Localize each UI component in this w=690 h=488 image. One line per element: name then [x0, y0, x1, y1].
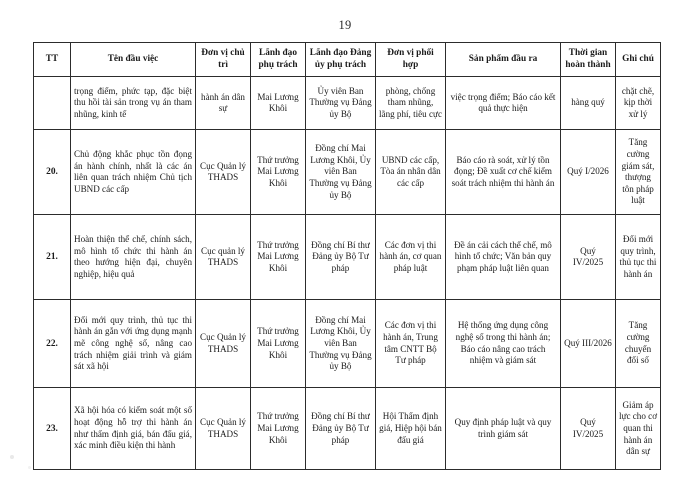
cell-task: Hoàn thiện thể chế, chính sách, mô hình tổ chức thi hành án theo hướng hiện đại, chuyên nghiệp, hiệu quả	[71, 215, 196, 300]
cell-party-leader: Ủy viên Ban Thường vụ Đảng ủy Bộ	[306, 77, 376, 130]
cell-coop-unit: Hội Thẩm định giá, Hiệp hội bán đấu giá	[376, 388, 446, 470]
cell-product: Hệ thống ứng dụng công nghệ số trong thi hành án; Báo cáo nâng cao trách nhiệm và giám sát	[446, 300, 561, 388]
cell-product: Quy định pháp luật và quy trình giám sát	[446, 388, 561, 470]
cell-tt: 20.	[34, 130, 71, 215]
cell-coop-unit: Các đơn vị thi hành án, cơ quan pháp luật	[376, 215, 446, 300]
page-number: 19	[338, 18, 352, 32]
table-header	[34, 43, 661, 77]
cell-note: Tăng cường giám sát, thượng tôn pháp luật	[616, 130, 661, 215]
table-row	[34, 388, 661, 470]
cell-party-leader: Đồng chí Bí thư Đảng ủy Bộ Tư pháp	[306, 215, 376, 300]
cell-note: Giảm áp lực cho cơ quan thi hành án dân sự	[616, 388, 661, 470]
cell-lead-unit: Cục Quản lý THADS	[196, 300, 251, 388]
cell-task: Đổi mới quy trình, thủ tục thi hành án gắn với ứng dụng mạnh mẽ công nghệ số, nâng cao trách nhiệm giải trình và giám sát xã hội	[71, 300, 196, 388]
cell-leader: Thứ trưởng Mai Lương Khôi	[251, 215, 306, 300]
column-header-task: Tên đầu việc	[71, 43, 196, 77]
cell-tt: 21.	[34, 215, 71, 300]
cell-leader: Thứ trưởng Mai Lương Khôi	[251, 300, 306, 388]
cell-deadline: Quý IV/2025	[561, 215, 616, 300]
cell-party-leader: Đồng chí Bí thư Đảng ủy Bộ Tư pháp	[306, 388, 376, 470]
cell-product: việc trọng điểm; Báo cáo kết quả thực hiện	[446, 77, 561, 130]
cell-coop-unit: phòng, chống tham nhũng, lãng phí, tiêu cực	[376, 77, 446, 130]
cell-deadline: Quý IV/2025	[561, 388, 616, 470]
cell-task: trọng điểm, phức tạp, đặc biệt thu hồi tài sản trong vụ án tham nhũng, kinh tế	[71, 77, 196, 130]
cell-task: Chủ động khắc phục tồn đọng án hành chính, nhất là các án liên quan trách nhiệm Chủ tịch UBND các cấp	[71, 130, 196, 215]
scan-artifact	[28, 466, 31, 469]
cell-deadline: Quý III/2026	[561, 300, 616, 388]
table-row	[34, 215, 661, 300]
cell-product: Đề án cải cách thể chế, mô hình tổ chức; Văn bản quy phạm pháp luật liên quan	[446, 215, 561, 300]
cell-coop-unit: Các đơn vị thi hành án, Trung tâm CNTT Bộ Tư pháp	[376, 300, 446, 388]
column-header-product: Sản phẩm đầu ra	[446, 43, 561, 77]
column-header-lead-unit: Đơn vị chủ trì	[196, 43, 251, 77]
cell-lead-unit: Cục quản lý THADS	[196, 215, 251, 300]
assignment-table-container	[33, 42, 660, 470]
cell-party-leader: Đồng chí Mai Lương Khôi, Ủy viên Ban Thường vụ Đảng ủy Bộ	[306, 300, 376, 388]
cell-lead-unit: hành án dân sự	[196, 77, 251, 130]
cell-lead-unit: Cục Quản lý THADS	[196, 388, 251, 470]
column-header-leader: Lãnh đạo phụ trách	[251, 43, 306, 77]
cell-lead-unit: Cục Quản lý THADS	[196, 130, 251, 215]
column-header-coop-unit: Đơn vị phối hợp	[376, 43, 446, 77]
scan-artifact	[10, 455, 14, 459]
cell-coop-unit: UBND các cấp, Tòa án nhân dân các cấp	[376, 130, 446, 215]
cell-leader: Thứ trưởng Mai Lương Khôi	[251, 388, 306, 470]
cell-deadline: hàng quý	[561, 77, 616, 130]
cell-leader: Mai Lương Khôi	[251, 77, 306, 130]
cell-tt: 23.	[34, 388, 71, 470]
column-header-deadline: Thời gian hoàn thành	[561, 43, 616, 77]
cell-note: Tăng cường chuyển đổi số	[616, 300, 661, 388]
assignment-table	[33, 42, 661, 470]
column-header-note: Ghi chú	[616, 43, 661, 77]
table-row	[34, 77, 661, 130]
table-body	[34, 77, 661, 470]
cell-note: chặt chẽ, kịp thời xử lý	[616, 77, 661, 130]
cell-leader: Thứ trưởng Mai Lương Khôi	[251, 130, 306, 215]
cell-deadline: Quý I/2026	[561, 130, 616, 215]
cell-product: Báo cáo rà soát, xử lý tồn đọng; Đề xuất cơ chế kiểm soát trách nhiệm thi hành án	[446, 130, 561, 215]
table-row	[34, 300, 661, 388]
cell-party-leader: Đồng chí Mai Lương Khôi, Ủy viên Ban Thường vụ Đảng ủy Bộ	[306, 130, 376, 215]
column-header-tt: TT	[34, 43, 71, 77]
cell-tt: 22.	[34, 300, 71, 388]
column-header-party-leader: Lãnh đạo Đảng ủy phụ trách	[306, 43, 376, 77]
cell-tt	[34, 77, 71, 130]
table-row	[34, 130, 661, 215]
cell-task: Xã hội hóa có kiểm soát một số hoạt động hỗ trợ thi hành án như thẩm định giá, bán đấu giá, xác minh điều kiện thi hành	[71, 388, 196, 470]
cell-note: Đổi mới quy trình, thủ tục thi hành án	[616, 215, 661, 300]
table-header-row	[34, 43, 661, 77]
